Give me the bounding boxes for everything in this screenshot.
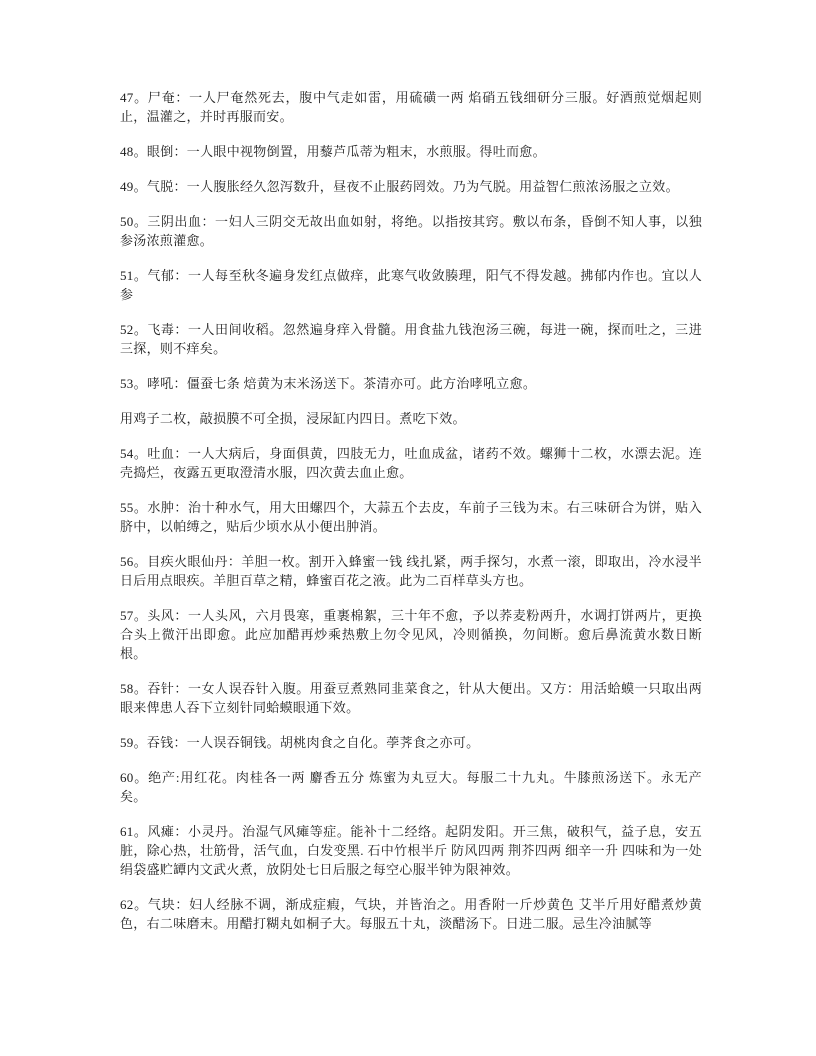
entry-47: 47。尸奄：一人尸奄然死去，腹中气走如雷，用硫磺一两 焰硝五钱细研分三服。好酒煎觉烟起则止，温灌之，并时再服而安。	[120, 90, 702, 124]
entry-58: 58。吞针：一女人误吞针入腹。用蚕豆煮熟同韭菜食之，针从大便出。又方：用活蛤蟆一只取出两眼来俾患人吞下立刻针同蛤蟆眼通下效。	[120, 681, 702, 715]
entry-60: 60。绝产:用红花。肉桂各一两 麝香五分 炼蜜为丸豆大。每服二十九丸。牛膝煎汤送下。永无产矣。	[120, 770, 702, 804]
entry-61: 61。风瘫：小灵丹。治湿气风瘫等症。能补十二经络。起阴发阳。开三焦，破积气，益子息，安五脏，除心热，壮筋骨，活气血，白发变黑. 石中竹根半斤 防风四两 荆芥四两 细辛一升 四味和为一处 绢袋盛贮罈内文武火煮，放阴处七日后服之每空心服半钟为限神效。	[120, 824, 702, 877]
entry-62: 62。气块：妇人经脉不调，渐成症瘕，气块，并皆治之。用香附一斤炒黄色 艾半斤用好醋煮炒黄色，右二味磨末。用醋打糊丸如桐子大。每服五十丸，淡醋汤下。日进二服。忌生冷油腻等	[120, 897, 702, 931]
document-body	[120, 88, 702, 949]
entry-53-continued: 用鸡子二枚，敲损膜不可全损，浸尿缸内四日。煮吃下效。	[120, 411, 466, 426]
entry-48: 48。眼倒：一人眼中视物倒置，用藜芦瓜蒂为粗末，水煎服。得吐而愈。	[120, 144, 546, 159]
entry-56: 56。目疾火眼仙丹：羊胆一枚。割开入蜂蜜一钱 线扎紧，两手探匀，水煮一滚，即取出，冷水浸半日后用点眼疾。羊胆百草之精，蜂蜜百花之液。此为二百样草头方也。	[120, 554, 702, 588]
entry-52: 52。飞毒：一人田间收稻。忽然遍身痒入骨髓。用食盐九钱泡汤三碗，每进一碗，探而吐之，三进三探，则不痒矣。	[120, 322, 702, 356]
entry-59: 59。吞钱：一人误吞铜钱。胡桃肉食之自化。荸荠食之亦可。	[120, 735, 480, 750]
entry-54: 54。吐血：一人大病后，身面俱黄，四肢无力，吐血成盆，诸药不效。螺狮十二枚，水漂去泥。连壳捣烂，夜露五更取澄清水服，四次黄去血止愈。	[120, 446, 702, 480]
entry-55: 55。水肿：治十种水气，用大田螺四个，大蒜五个去皮，车前子三钱为末。右三味研合为饼，贴入脐中，以帕缚之，贴后少顷水从小便出肿消。	[120, 500, 702, 534]
entry-53: 53。哮吼：僵蚕七条 焙黄为末米汤送下。茶清亦可。此方治哮吼立愈。	[120, 376, 537, 391]
entry-51: 51。气郁：一人每至秋冬遍身发红点做痒，此寒气收敛腠理，阳气不得发越。拂郁内作也。宜以人参	[120, 268, 702, 302]
entry-57: 57。头风：一人头风，六月畏寒，重裹棉絮，三十年不愈，予以荞麦粉两升，水调打饼两片，更换合头上微汗出即愈。此应加醋再炒乘热敷上勿令见风，冷则循换，勿间断。愈后鼻流黄水数日断根。	[120, 608, 702, 661]
entry-50: 50。三阴出血：一妇人三阴交无故出血如射，将绝。以指按其窍。敷以布条，昏倒不知人事，以独参汤浓煎灌愈。	[120, 214, 702, 248]
entry-49: 49。气脱：一人腹胀经久忽泻数升，昼夜不止服药罔效。乃为气脱。用益智仁煎浓汤服之立效。	[120, 179, 679, 194]
